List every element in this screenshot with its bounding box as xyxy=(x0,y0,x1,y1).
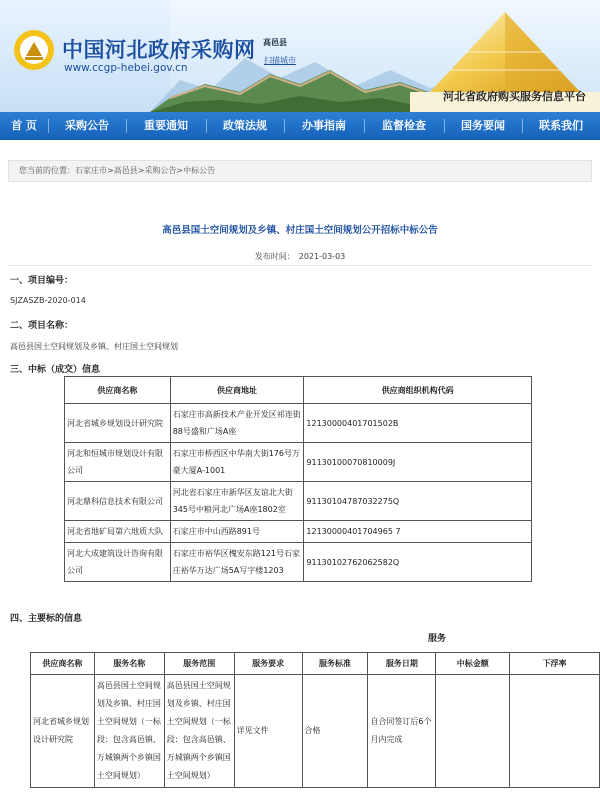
service-date: 自合同签订后6个月内完成 xyxy=(368,675,436,788)
site-header xyxy=(0,0,600,112)
supplier-name: 河北省地矿局第六地质大队 xyxy=(65,521,171,543)
platform-name: 河北省政府购买服务信息平台 xyxy=(443,90,586,103)
supplier-org-code: 91130100070810009J xyxy=(304,443,532,482)
service-table xyxy=(30,652,600,788)
supplier-org-code: 12130000401701502B xyxy=(304,404,532,443)
supplier-org-code: 91130102762062582Q xyxy=(304,543,532,582)
service-name: 高邑县国土空间规划及乡镇、村庄国土空间规划（一标段：包含高邑镇、万城镇两个乡镇国土空间规划） xyxy=(94,675,164,788)
breadcrumb xyxy=(8,160,592,182)
service-standard: 合格 xyxy=(302,675,368,788)
discount-rate xyxy=(510,675,600,788)
winner-table xyxy=(64,376,532,582)
supplier-address: 河北省石家庄市新华区友谊北大街345号中粮河北广场A座1802室 xyxy=(170,482,304,521)
column-header-service-standard: 服务标准 xyxy=(302,653,368,675)
column-header-service-date: 服务日期 xyxy=(368,653,436,675)
service-table-caption: 服务 xyxy=(428,634,447,644)
table-row xyxy=(65,443,532,482)
supplier-name: 河北鼎科信息技术有限公司 xyxy=(65,482,171,521)
table-header-row xyxy=(65,377,532,404)
supplier-name: 河北大成建筑设计咨询有限公司 xyxy=(65,543,171,582)
site-url: www.ccgp-hebei.gov.cn xyxy=(64,62,188,74)
article-title: 高邑县国土空间规划及乡镇、村庄国土空间规划公开招标中标公告 xyxy=(162,225,438,236)
nav-item-procurement-notices[interactable]: 采购公告 xyxy=(48,112,126,140)
project-name: 高邑县国土空间规划及乡镇、村庄国土空间规划 xyxy=(10,342,178,351)
nav-item-supervision[interactable]: 监督检查 xyxy=(364,112,444,140)
main-navigation xyxy=(0,112,600,140)
section-main-subject-heading: 四、主要标的信息 xyxy=(10,614,83,624)
publish-date-label: 发布时间： xyxy=(254,252,295,261)
service-scope: 高邑县国土空间规划及乡镇、村庄国土空间规划（一标段：包含高邑镇、万城镇两个乡镇国土空间规划） xyxy=(164,675,234,788)
column-header-supplier-address: 供应商地址 xyxy=(170,377,304,404)
section-project-number-heading: 一、项目编号： xyxy=(10,276,74,286)
table-row xyxy=(65,482,532,521)
project-number: SJZASZB-2020-014 xyxy=(10,296,86,305)
nav-item-contact-us[interactable]: 联系我们 xyxy=(522,112,600,140)
supplier-org-code: 12130000401704965 7 xyxy=(304,521,532,543)
column-header-service-requirement: 服务要求 xyxy=(234,653,302,675)
nav-item-important-notices[interactable]: 重要通知 xyxy=(126,112,206,140)
column-header-award-amount: 中标金额 xyxy=(436,653,510,675)
column-header-supplier-name: 供应商名称 xyxy=(31,653,95,675)
supplier-address: 石家庄市高新技术产业开发区祁连街88号盛和广场A座 xyxy=(170,404,304,443)
column-header-supplier-name: 供应商名称 xyxy=(65,377,171,404)
service-supplier-name: 河北省城乡规划设计研究院 xyxy=(31,675,95,788)
supplier-name: 河北和恒城市规划设计有限公司 xyxy=(65,443,171,482)
table-row xyxy=(31,675,600,788)
nav-item-state-news[interactable]: 国务要闻 xyxy=(444,112,522,140)
publish-date-value: 2021-03-03 xyxy=(298,252,346,261)
column-header-service-name: 服务名称 xyxy=(94,653,164,675)
nav-item-guide[interactable]: 办事指南 xyxy=(284,112,364,140)
award-amount xyxy=(436,675,510,788)
supplier-org-code: 91130104787032275Q xyxy=(304,482,532,521)
supplier-address: 石家庄市裕华区槐安东路121号石家庄裕华万达广场5A写字楼1203 xyxy=(170,543,304,582)
table-row xyxy=(65,521,532,543)
section-winner-info-heading: 三、中标（成交）信息 xyxy=(10,365,101,375)
procurement-logo-icon xyxy=(12,28,56,72)
supplier-address: 石家庄市桥西区中华南大街176号万豪大厦A-1001 xyxy=(170,443,304,482)
table-row xyxy=(65,543,532,582)
column-header-service-scope: 服务范围 xyxy=(164,653,234,675)
column-header-discount-rate: 下浮率 xyxy=(510,653,600,675)
publish-date xyxy=(0,251,600,262)
section-project-name-heading: 二、项目名称： xyxy=(10,321,74,331)
service-requirement: 详见文件 xyxy=(234,675,302,788)
divider xyxy=(8,265,592,266)
region-name: 高邑县 xyxy=(263,38,287,47)
table-header-row xyxy=(31,653,600,675)
breadcrumb-label: 您当前的位置： xyxy=(19,166,75,175)
nav-item-policies[interactable]: 政策法规 xyxy=(206,112,284,140)
breadcrumb-path[interactable]: 石家庄市>高邑县>采购公告>中标公告 xyxy=(75,166,216,175)
nav-item-home[interactable]: 首 页 xyxy=(11,119,37,132)
table-row xyxy=(65,404,532,443)
scan-city-link[interactable]: 扫描城市 xyxy=(264,56,296,65)
site-title[interactable]: 中国河北政府采购网 xyxy=(62,38,256,62)
supplier-address: 石家庄市中山西路891号 xyxy=(170,521,304,543)
supplier-name: 河北省城乡规划设计研究院 xyxy=(65,404,171,443)
column-header-org-code: 供应商组织机构代码 xyxy=(304,377,532,404)
